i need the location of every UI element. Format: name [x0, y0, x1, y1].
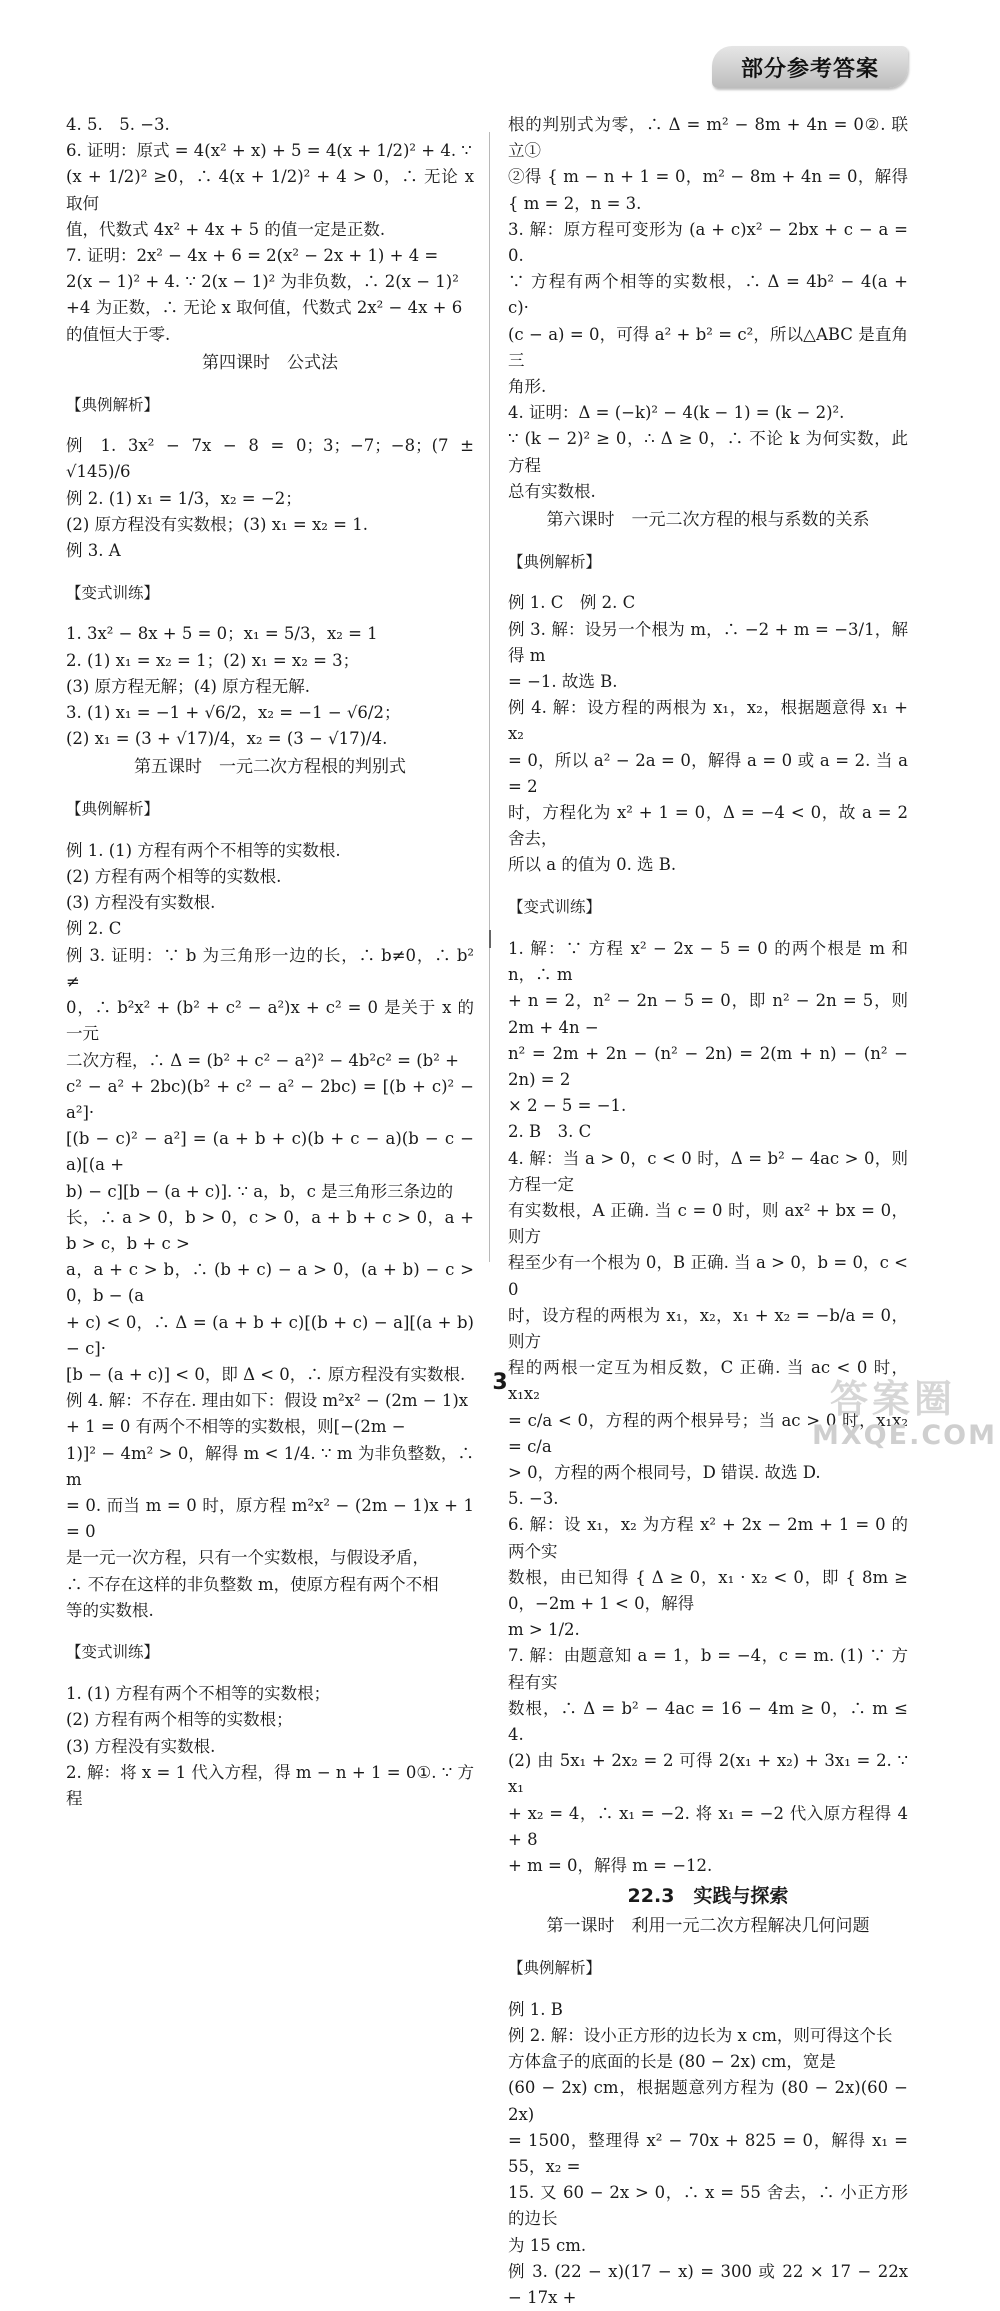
- left-section-tag: 【变式训练】: [66, 1643, 160, 1662]
- right-text-line: > 0，方程的两个根同号，D 错误. 故选 D.: [508, 1462, 821, 1482]
- right-text-line: 15. 又 60 − 2x > 0，∴ x = 55 舍去，∴ 小正方形的边长: [508, 2183, 908, 2229]
- right-text-line: 例 3. (22 − x)(17 − x) = 300 或 22 × 17 − 22x − 17x +: [508, 2261, 908, 2308]
- right-text-line: 程至少有一个根为 0，B 正确. 当 a > 0，b = 0，c < 0: [508, 1253, 908, 1299]
- right-text-line: + x₂ = 4，∴ x₁ = −2. 将 x₁ = −2 代入原方程得 4 + 8: [508, 1803, 908, 1849]
- right-section-tag: 【典例解析】: [508, 552, 602, 571]
- column-divider-mark: [489, 930, 491, 948]
- left-text-line: 2(x − 1)² + 4. ∵ 2(x − 1)² 为非负数，∴ 2(x − 1)²: [66, 272, 459, 292]
- right-section-heading: 22.3 实践与探索: [627, 1885, 789, 1908]
- left-section-tag: 【典例解析】: [66, 800, 160, 819]
- right-text-line: 时，方程化为 x² + 1 = 0，Δ = −4 < 0，故 a = 2 舍去，: [508, 803, 908, 849]
- left-text-line: + c) < 0，∴ Δ = (a + b + c)[(b + c) − a][(a + b) − c]·: [66, 1312, 474, 1358]
- right-text-line: 例 4. 解：设方程的两根为 x₁，x₂，根据题意得 x₁ + x₂: [508, 698, 908, 744]
- left-text-line: 2. (1) x₁ = x₂ = 1；(2) x₁ = x₂ = 3；: [66, 650, 360, 670]
- right-text-line: 方体盒子的底面的长是 (80 − 2x) cm，宽是: [508, 2052, 836, 2072]
- left-text-line: 0，∴ b²x² + (b² + c² − a²)x + c² = 0 是关于 x 的一元: [66, 998, 474, 1044]
- right-text-line: (c − a) = 0，可得 a² + b² = c²，所以△ABC 是直角三: [508, 324, 908, 370]
- left-text-line: (2) 方程有两个相等的实数根.: [66, 867, 282, 887]
- left-text-line: 例 3. A: [66, 541, 121, 561]
- right-text-line: 角形.: [508, 377, 547, 397]
- left-text-line: 等的实数根.: [66, 1600, 154, 1620]
- left-text-line: ∴ 不存在这样的非负整数 m，使原方程有两个不相: [66, 1574, 439, 1594]
- left-text-line: 例 1. 3x² − 7x − 8 = 0；3；−7；−8；(7 ± √145)/6: [66, 436, 474, 482]
- right-text-line: ∵ (k − 2)² ≥ 0，∴ Δ ≥ 0，∴ 不论 k 为何实数，此方程: [508, 429, 908, 475]
- right-text-line: × 2 − 5 = −1.: [508, 1096, 627, 1116]
- right-lesson-heading: 第六课时 一元二次方程的根与系数的关系: [546, 510, 870, 531]
- header-title: 部分参考答案: [740, 56, 879, 82]
- watermark-text: 答案圈: [830, 1377, 957, 1421]
- left-text-line: (3) 方程没有实数根.: [66, 1736, 216, 1756]
- right-text-line: m > 1/2.: [508, 1620, 580, 1640]
- right-text-line: (60 − 2x) cm，根据题意列方程为 (80 − 2x)(60 − 2x): [508, 2078, 908, 2124]
- left-text-line: (2) 原方程没有实数根；(3) x₁ = x₂ = 1.: [66, 514, 368, 534]
- left-column: [66, 112, 474, 1812]
- right-text-line: 数根，∴ Δ = b² − 4ac = 16 − 4m ≥ 0，∴ m ≤ 4.: [508, 1698, 908, 1744]
- left-text-line: 2. 解：将 x = 1 代入方程，得 m − n + 1 = 0①. ∵ 方程: [66, 1762, 474, 1808]
- left-text-line: 例 4. 解：不存在. 理由如下：假设 m²x² − (2m − 1)x: [66, 1391, 469, 1411]
- right-text-line: 6. 解：设 x₁，x₂ 为方程 x² + 2x − 2m + 1 = 0 的两个实: [508, 1515, 908, 1561]
- right-text-line: 3. 解：原方程可变形为 (a + c)x² − 2bx + c − a = 0.: [508, 219, 908, 266]
- right-text-line: 4. 解：当 a > 0，c < 0 时，Δ = b² − 4ac > 0，则方程一定: [508, 1148, 908, 1194]
- left-text-line: (3) 方程没有实数根.: [66, 893, 216, 913]
- right-lesson-heading: 第一课时 利用一元二次方程解决几何问题: [546, 1916, 870, 1937]
- right-text-line: 5. −3.: [508, 1489, 559, 1509]
- right-text-line: 例 3. 解：设另一个根为 m，∴ −2 + m = −3/1，解得 m: [508, 619, 908, 665]
- right-text-line: n² = 2m + 2n − (n² − 2n) = 2(m + n) − (n² − 2n) = 2: [508, 1043, 908, 1089]
- left-text-line: 1. (1) 方程有两个不相等的实数根；: [66, 1684, 331, 1704]
- right-text-line: = c/a < 0，方程的两个根异号；当 ac > 0 时，x₁x₂ = c/a: [508, 1410, 908, 1456]
- left-text-line: 的值恒大于零.: [66, 324, 171, 344]
- right-text-line: (2) 由 5x₁ + 2x₂ = 2 可得 2(x₁ + x₂) + 3x₁ = 2. ∵ x₁: [508, 1751, 908, 1797]
- left-text-line: 例 2. (1) x₁ = 1/3，x₂ = −2；: [66, 488, 302, 508]
- left-section-tag: 【变式训练】: [66, 583, 160, 602]
- watermark-logo: [790, 1368, 997, 1454]
- right-text-line: = 1500，整理得 x² − 70x + 825 = 0，解得 x₁ = 55，x₂ =: [508, 2130, 908, 2177]
- right-text-line: 2. B 3. C: [508, 1122, 592, 1142]
- right-text-line: 所以 a 的值为 0. 选 B.: [508, 855, 677, 875]
- left-lesson-heading: 第五课时 一元二次方程根的判别式: [134, 757, 406, 778]
- right-text-line: 数根，由已知得 { Δ ≥ 0，x₁ · x₂ < 0，即 { 8m ≥ 0，−2m + 1 < 0，解得: [508, 1567, 908, 1613]
- page-number: 3: [492, 1370, 508, 1395]
- right-column: [508, 112, 908, 2311]
- left-text-line: (3) 原方程无解；(4) 原方程无解.: [66, 676, 310, 696]
- right-text-line: 时，设方程的两根为 x₁，x₂，x₁ + x₂ = −b/a = 0，则方: [508, 1305, 908, 1351]
- left-text-line: + 1 = 0 有两个不相等的实数根，则[−(2m −: [66, 1417, 406, 1437]
- right-text-line: = −1. 故选 B.: [508, 672, 618, 692]
- left-text-line: 值，代数式 4x² + 4x + 5 的值一定是正数.: [66, 219, 386, 239]
- right-text-line: 有实数根，A 正确. 当 c = 0 时，则 ax² + bx = 0，则方: [508, 1200, 908, 1247]
- left-text-line: = 0. 而当 m = 0 时，原方程 m²x² − (2m − 1)x + 1 = 0: [66, 1495, 474, 1542]
- right-section-tag: 【变式训练】: [508, 898, 602, 917]
- left-text-line: c² − a² + 2bc)(b² + c² − a² − 2bc) = [(b + c)² − a²]·: [66, 1076, 474, 1122]
- left-lesson-heading: 第四课时 公式法: [202, 352, 338, 373]
- left-text-line: 4. 5. 5. −3.: [66, 115, 170, 134]
- right-text-line: + n = 2，n² − 2n − 5 = 0，即 n² − 2n = 5，则 2m + 4n −: [508, 991, 908, 1037]
- left-text-line: 1. 3x² − 8x + 5 = 0；x₁ = 5/3，x₂ = 1: [66, 624, 378, 644]
- right-text-line: = 0，所以 a² − 2a = 0，解得 a = 0 或 a = 2. 当 a = 2: [508, 750, 908, 796]
- right-text-line: 4. 证明：Δ = (−k)² − 4(k − 1) = (k − 2)².: [508, 403, 845, 423]
- left-text-line: (2) 方程有两个相等的实数根；: [66, 1710, 293, 1730]
- left-text-line: (x + 1/2)² ≥0，∴ 4(x + 1/2)² + 4 > 0，∴ 无论 x 取何: [66, 167, 474, 213]
- right-text-line: 1. 解：∵ 方程 x² − 2x − 5 = 0 的两个根是 m 和 n，∴ m: [508, 938, 908, 985]
- left-text-line: 例 2. C: [66, 919, 122, 939]
- left-text-line: 1)]² − 4m² > 0，解得 m < 1/4. ∵ m 为非负整数，∴ m: [66, 1443, 474, 1489]
- left-text-line: 例 1. (1) 方程有两个不相等的实数根.: [66, 840, 341, 860]
- left-text-line: +4 为正数，∴ 无论 x 取何值，代数式 2x² − 4x + 6: [66, 298, 463, 318]
- right-text-line: 7. 解：由题意知 a = 1，b = −4，c = m. (1) ∵ 方程有实: [508, 1646, 908, 1692]
- left-text-line: a，a + c > b，∴ (b + c) − a > 0，(a + b) − c > 0，b − (a: [66, 1260, 474, 1306]
- right-text-line: ②得 { m − n + 1 = 0，m² − 8m + 4n = 0，解得 { m = 2，n = 3.: [508, 167, 908, 213]
- left-text-line: [b − (a + c)] < 0，即 Δ < 0，∴ 原方程没有实数根.: [66, 1364, 466, 1384]
- right-text-line: 程的两根一定互为相反数，C 正确. 当 ac < 0 时，x₁x₂: [508, 1358, 908, 1404]
- right-text-line: 为 15 cm.: [508, 2235, 587, 2255]
- left-text-line: 3. (1) x₁ = −1 + √6/2，x₂ = −1 − √6/2；: [66, 703, 401, 723]
- left-text-line: [(b − c)² − a²] = (a + b + c)(b + c − a)(b − c − a)[(a +: [66, 1129, 474, 1175]
- column-divider: [489, 132, 490, 1262]
- left-text-line: b) − c][b − (a + c)]. ∵ a，b，c 是三角形三条边的: [66, 1181, 454, 1201]
- right-text-line: ∵ 方程有两个相等的实数根，∴ Δ = 4b² − 4(a + c)·: [508, 272, 908, 318]
- left-text-line: 例 3. 证明：∵ b 为三角形一边的长，∴ b≠0，∴ b² ≠: [66, 945, 474, 991]
- left-text-line: 长，∴ a > 0，b > 0，c > 0，a + b + c > 0，a + b > c，b + c >: [66, 1207, 474, 1253]
- left-text-line: 6. 证明：原式 = 4(x² + x) + 5 = 4(x + 1/2)² + 4. ∵: [66, 141, 472, 161]
- right-text-line: 根的判别式为零，∴ Δ = m² − 8m + 4n = 0②. 联立①: [508, 115, 908, 161]
- left-text-line: 二次方程，∴ Δ = (b² + c² − a²)² − 4b²c² = (b² +: [66, 1050, 459, 1070]
- left-text-line: (2) x₁ = (3 + √17)/4，x₂ = (3 − √17)/4.: [66, 729, 388, 749]
- right-text-line: 总有实数根.: [508, 481, 596, 501]
- right-text-line: 例 2. 解：设小正方形的边长为 x cm，则可得这个长: [508, 2026, 893, 2046]
- left-text-line: 是一元一次方程，只有一个实数根，与假设矛盾，: [66, 1548, 429, 1568]
- right-text-line: 例 1. B: [508, 1999, 563, 2019]
- right-text-line: + m = 0，解得 m = −12.: [508, 1856, 713, 1875]
- right-section-tag: 【典例解析】: [508, 1959, 602, 1978]
- right-text-line: 例 1. C 例 2. C: [508, 593, 636, 613]
- left-text-line: 7. 证明：2x² − 4x + 6 = 2(x² − 2x + 1) + 4 =: [66, 246, 439, 266]
- header-tab: [712, 46, 908, 88]
- watermark-url: MXQE.COM: [812, 1420, 997, 1451]
- left-section-tag: 【典例解析】: [66, 395, 160, 414]
